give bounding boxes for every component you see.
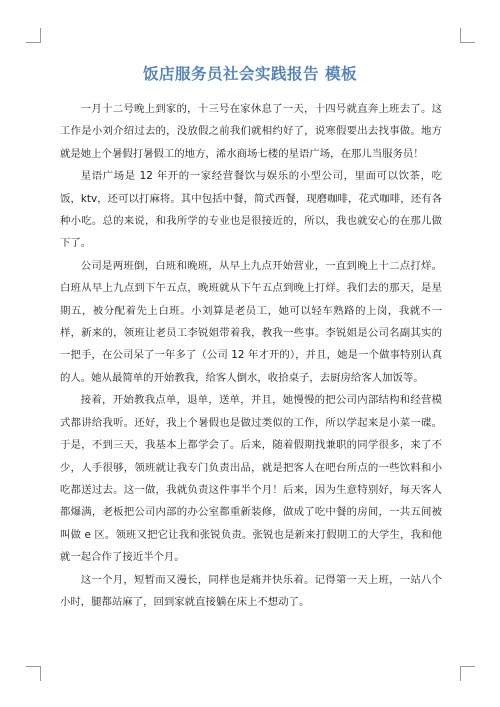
crop-mark-bottom-right: [460, 666, 475, 681]
paragraph-1: 一月十二号晚上到家的，十三号在家休息了一天，十四号就直奔上班去了。这工作是小刘介绍过去的，没放假之前我们就相约好了，说寒假要出去找事做。地方就是她上个暑假打暑假工的地方，浠水商场七楼的星语广场，在那儿当服务员！: [60, 103, 442, 160]
crop-mark-top-left: [26, 28, 41, 43]
crop-mark-bottom-left: [26, 666, 41, 681]
paragraph-3: 公司是两班倒，白班和晚班，从早上九点开始营业，一直到晚上十二点打烊。白班从早上九点到下午五点，晚班就从下午五点到晚上打烊。我们去的那天，是星期五，被分配着先上白班。小刘算是老员工，她可以轻车熟路的上岗，我就不一样，新来的，领班让老员工李锐姐带着我，教我一些事。李锐姐是公司名副其实的一把手，在公司呆了一年多了（公司 12 年才开的），并且，她是一个做事特别认真的人。她从最简单的开始教我，给客人倒水，收拾桌子，去厨房给客人加饭等。: [60, 259, 442, 384]
paragraph-2: 星语广场是 12 年开的一家经营餐饮与娱乐的小型公司，里面可以饮茶，吃饭，ktv，还可以打麻将。其中包括中餐，简式西餐，现磨咖啡，花式咖啡，还有各种小吃。总的来说，和我所学的专业也是很接近的，所以，我也就安心的在那儿做下了。: [60, 170, 442, 250]
paragraph-5: 这一个月，短暂而又漫长，同样也是痛并快乐着。记得第一天上班，一站八个小时，腿都站麻了，回到家就直接躺在床上不想动了。: [60, 573, 442, 608]
document-title: 饭店服务员社会实践报告 模板: [143, 65, 357, 83]
document-body: [60, 98, 442, 678]
crop-mark-top-right: [460, 28, 475, 43]
paragraph-4: 接着，开始教我点单，退单，送单，并且，她慢慢的把公司内部结构和经营模式都讲给我听。还好，我上个暑假也是做过类似的工作，所以学起来是小菜一碟。于是，不到三天，我基本上都学会了。后来，随着假期找兼职的同学很多，来了不少，人手很够，领班就让我专门负责出品，就是把客人在吧台所点的一些饮料和小吃都送过去。这一做，我就负责这件事半个月！后来，因为生意特别好，每天客人都爆满，老板把公司内部的办公室都重新装修，做成了吃中餐的房间，一共五间被叫做 e 区。领班又把它让我和张锐负责。张锐也是新来打假期工的大学生，我和他就一起合作了接近半个月。: [60, 394, 442, 564]
